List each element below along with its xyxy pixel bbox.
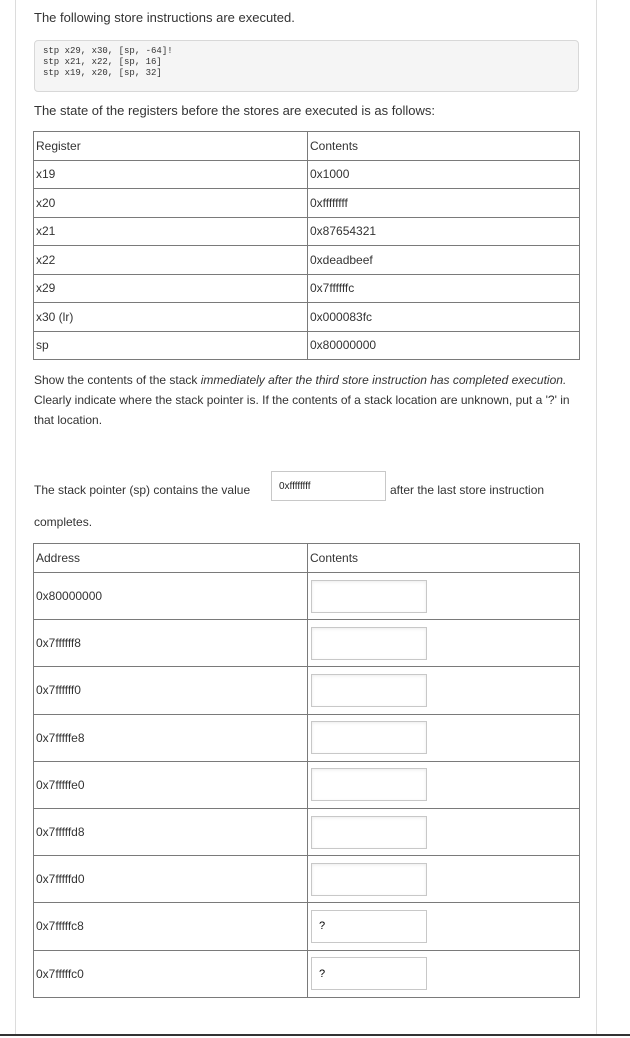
register-name: x30 (lr) [34,303,308,332]
register-name: x22 [34,246,308,275]
state-text: The state of the registers before the stores are executed is as follows: [34,103,436,118]
register-value: 0x1000 [308,160,580,189]
stack-address: 0x7fffffe0 [34,761,308,808]
table-row [34,714,580,761]
stack-contents-input[interactable] [311,580,427,613]
stack-address: 0x7fffffc8 [34,903,308,950]
register-name: x19 [34,160,308,189]
stack-address: 0x7fffffd0 [34,856,308,903]
register-name: sp [34,331,308,360]
stack-contents-cell [308,856,580,903]
table-row [34,573,580,620]
register-name: x21 [34,217,308,246]
register-value: 0xffffffff [308,189,580,218]
instructions-part: Clearly indicate where the stack pointer is. If the contents of a stack location are unknown, put a '?' in that location. [34,393,570,427]
code-line: stp x21, x22, [sp, 16] [43,57,162,67]
register-header: Register [34,132,308,161]
contents-header: Contents [308,544,580,573]
table-row [34,667,580,714]
register-value: 0x87654321 [308,217,580,246]
sp-prompt-after: after the last store instruction [390,483,545,497]
table-header-row [34,544,580,573]
register-table [33,131,580,360]
instructions-part: Show the contents of the stack [34,373,201,387]
stack-address: 0x7fffffc0 [34,950,308,997]
address-header: Address [34,544,308,573]
stack-address: 0x7ffffff8 [34,620,308,667]
register-value: 0xdeadbeef [308,246,580,275]
stack-contents-input[interactable] [311,816,427,849]
register-name: x20 [34,189,308,218]
code-line: stp x19, x20, [sp, 32] [43,68,162,78]
table-row [34,331,580,360]
stack-contents-input[interactable] [311,721,427,754]
stack-contents-cell [308,573,580,620]
stack-address: 0x80000000 [34,573,308,620]
table-row [34,274,580,303]
contents-header: Contents [308,132,580,161]
code-line: stp x29, x30, [sp, -64]! [43,46,173,56]
sp-prompt-completes: completes. [34,515,93,529]
register-value: 0x000083fc [308,303,580,332]
table-row [34,246,580,275]
stack-contents-cell [308,808,580,855]
table-row [34,217,580,246]
stack-contents-input[interactable] [311,674,427,707]
stack-contents-input[interactable] [311,768,427,801]
table-row [34,303,580,332]
table-row [34,856,580,903]
table-row [34,189,580,218]
stack-contents-cell [308,714,580,761]
stack-contents-input[interactable] [311,627,427,660]
stack-address: 0x7fffffd8 [34,808,308,855]
stack-contents-input[interactable] [311,863,427,896]
table-row [34,808,580,855]
stack-contents-cell [308,620,580,667]
register-name: x29 [34,274,308,303]
table-row [34,903,580,950]
table-row [34,950,580,997]
intro-text: The following store instructions are executed. [34,10,295,25]
bottom-rule [0,1034,630,1036]
stack-address: 0x7fffffe8 [34,714,308,761]
table-header-row [34,132,580,161]
stack-contents-cell [308,950,580,997]
table-row [34,620,580,667]
stack-contents-cell [308,903,580,950]
stack-contents-cell [308,667,580,714]
table-row [34,761,580,808]
stack-table [33,543,580,998]
code-block [34,40,579,92]
stack-contents-input[interactable] [311,910,427,943]
register-value: 0x7ffffffc [308,274,580,303]
sp-prompt-text: The stack pointer (sp) contains the value [34,483,251,497]
sp-value-input[interactable] [271,471,386,501]
instructions-text [34,370,579,430]
table-row [34,160,580,189]
stack-address: 0x7ffffff0 [34,667,308,714]
instructions-emphasis: immediately after the third store instruction has completed execution. [200,373,567,387]
stack-contents-cell [308,761,580,808]
register-value: 0x80000000 [308,331,580,360]
stack-contents-input[interactable] [311,957,427,990]
